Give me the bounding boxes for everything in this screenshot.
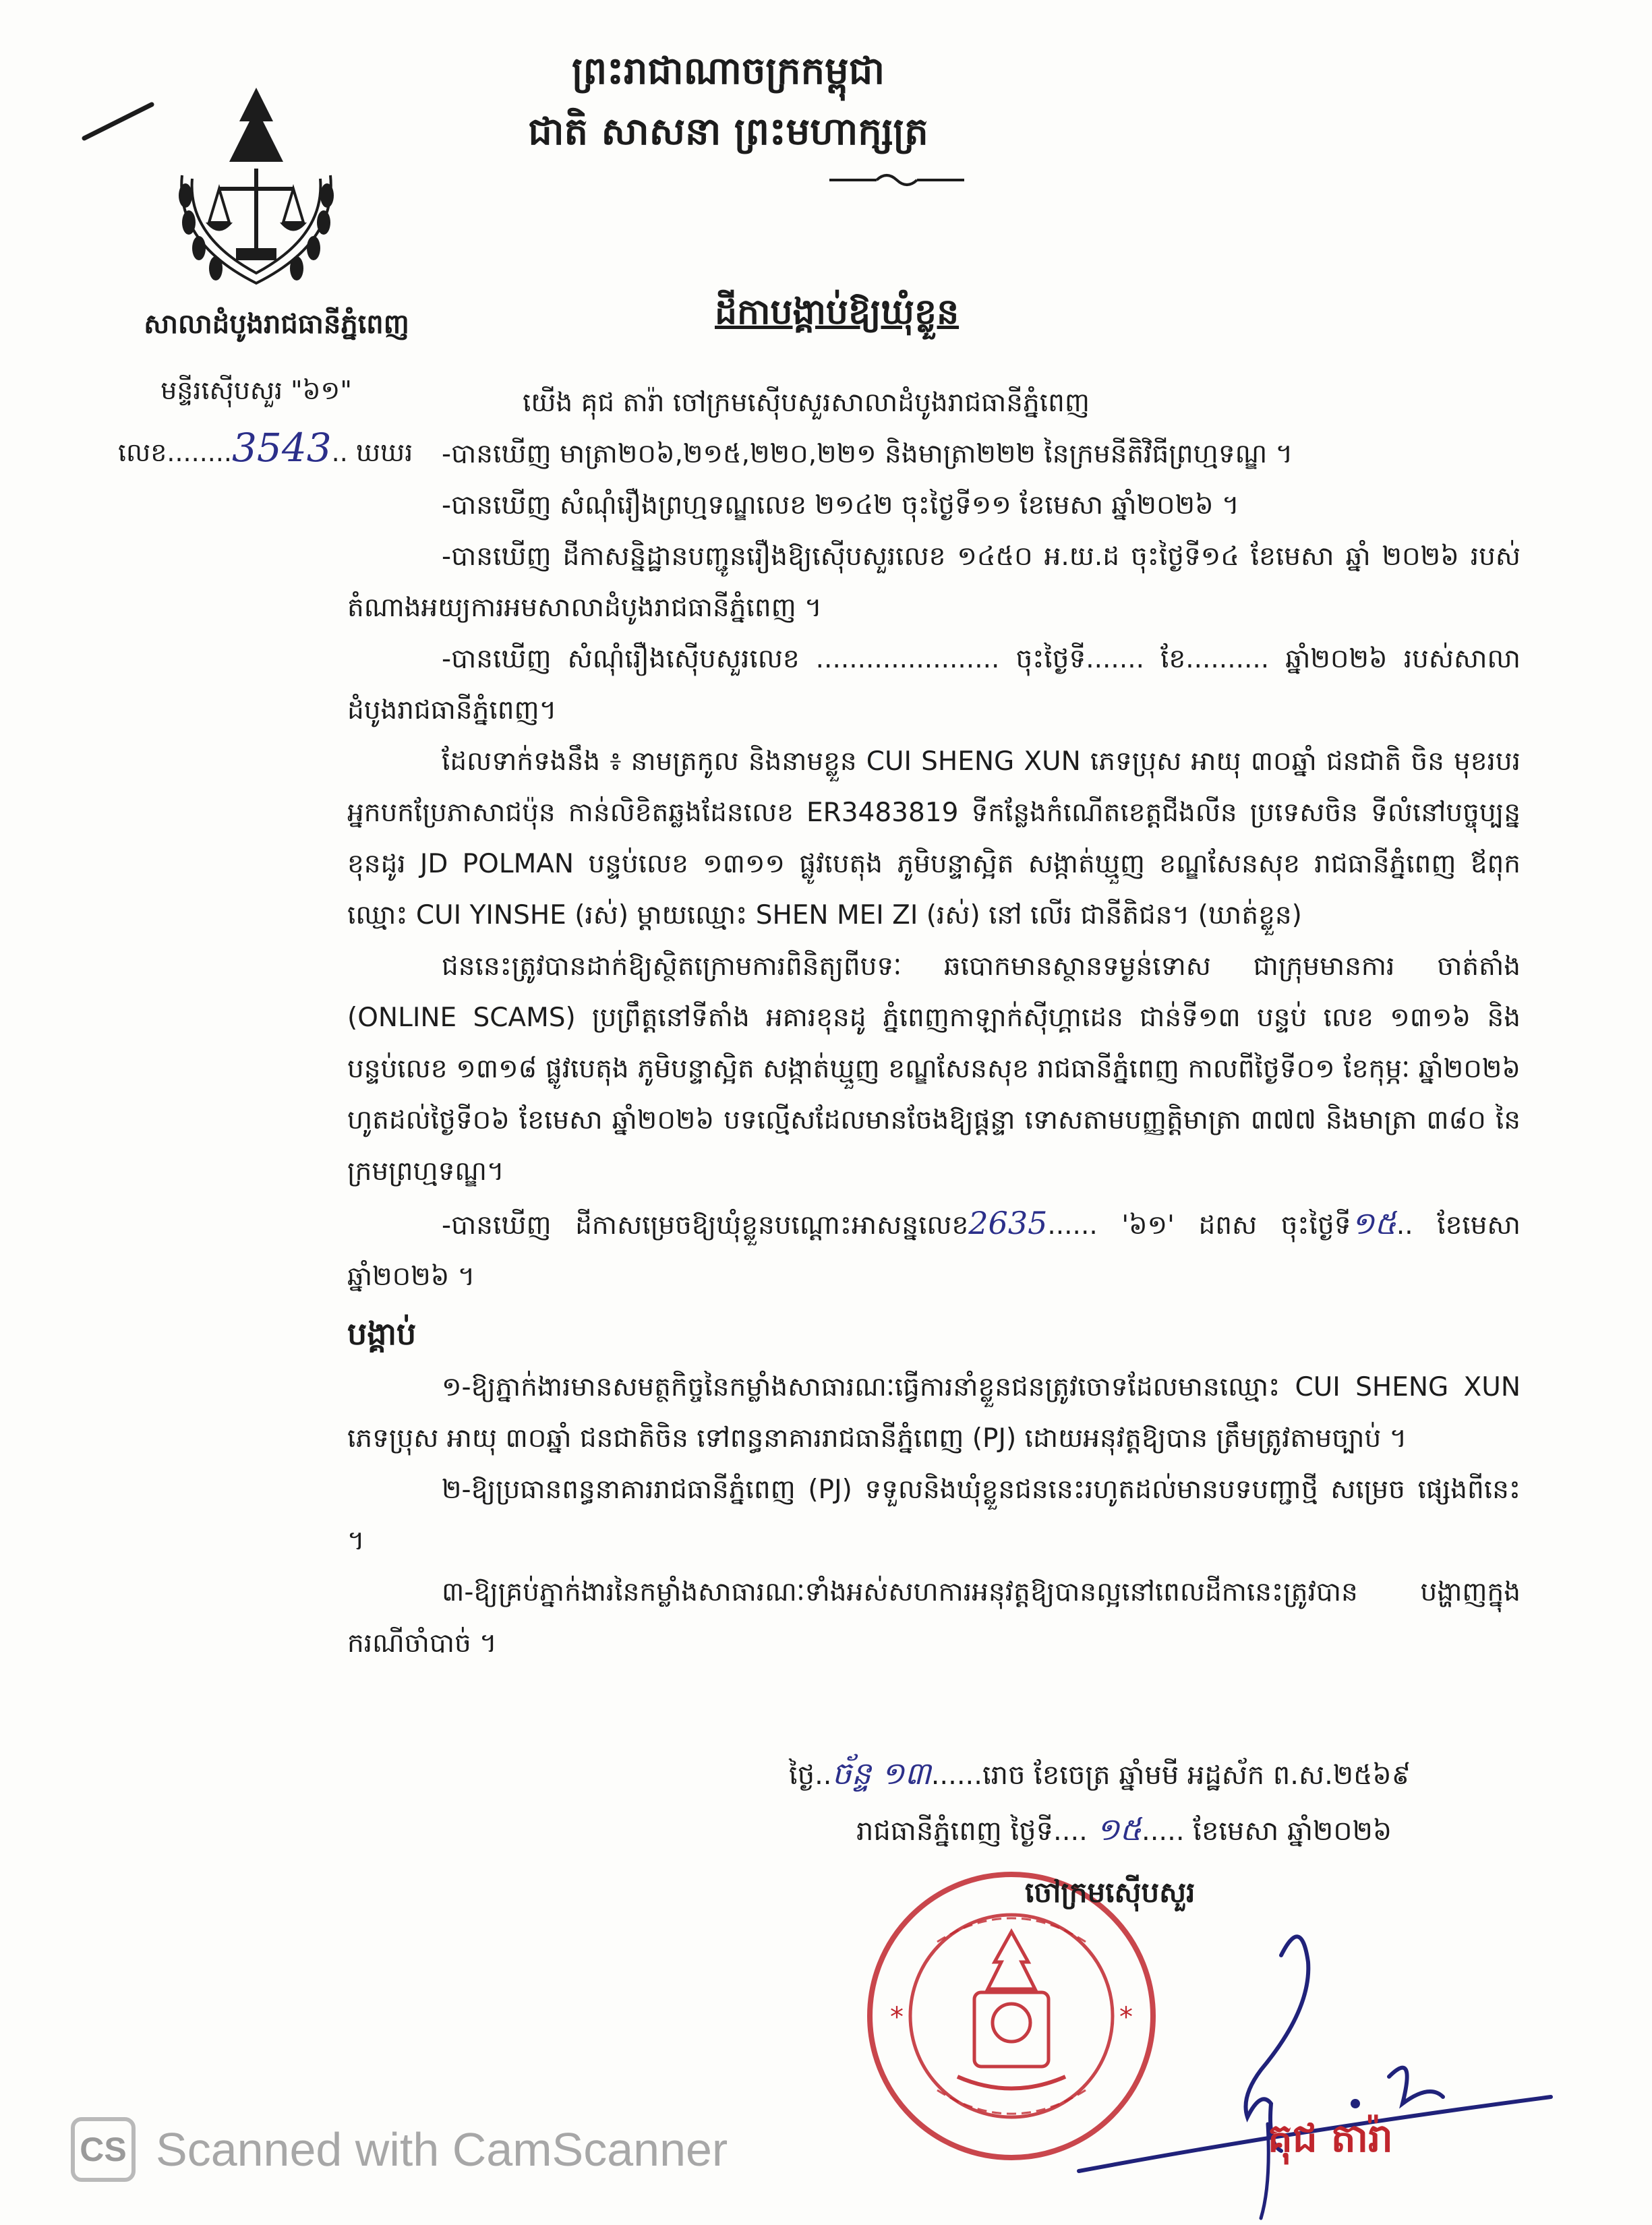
paragraph-accused: ដែលទាក់ទងនឹង ៖ នាមត្រកូល និងនាមខ្លួន CUI SHENG XUN ភេទប្រុស អាយុ ៣០ឆ្នាំ ជនជាតិ ចិន មុខរបរ អ្នកបកប្រែភាសាជប៉ុន កាន់លិខិតឆ្លងដែនលេខ ER3483819 ទីកន្លែងកំណើតខេត្តជីងលីន ប្រទេសចិន ទីលំនៅបច្ចុប្បន្ន ខុនដូរ JD POLMAN បន្ទប់លេខ ១៣១១ ផ្លូវបេតុង ភូមិបន្ទាស្អិត សង្កាត់ឃ្មួញ ខណ្ឌសែនសុខ រាជធានីភ្នំពេញ ឪពុកឈ្មោះ CUI YINSHE (រស់) ម្ដាយឈ្មោះ SHEN MEI ZI (រស់) នៅ លើរ ជានីតិជន។ (ឃាត់ខ្លួន) — [347, 746, 1521, 930]
signer-title: ចៅក្រមស៊ើបសួរ — [1025, 1876, 1196, 1909]
ref-number-handwritten: 3543 — [232, 425, 332, 471]
ref-label: លេខ — [118, 438, 167, 467]
solar-prefix: រាជធានីភ្នំពេញ ថ្ងៃទី — [856, 1816, 1054, 1847]
judge-signature — [1038, 1901, 1564, 2225]
paragraph-investigation-file: -បានឃើញ សំណុំរឿងស៊ើបសួរលេខ ...................... ចុះថ្ងៃទី....... ខែ.......... ឆ្នាំ២០២៦ របស់សាលាដំបូងរាជធានីភ្នំពេញ។ — [347, 644, 1521, 725]
decision-day-handwritten: ១៥ — [1351, 1205, 1396, 1241]
reference-number-line: លេខ........3543.. ឃឃរ — [118, 425, 413, 471]
paragraph-charges: ជននេះត្រូវបានដាក់ឱ្យស្ថិតក្រោមការពិនិត្យពីបទៈ ឆបោកមានស្ថានទម្ងន់ទោស ជាក្រុមមានការ ចាត់តាំង (ONLINE SCAMS) ប្រព្រឹត្តនៅទីតាំង អគារខុនដូ ភ្នំពេញកាឡាក់ស៊ីហ្គាដេន ជាន់ទី១៣ បន្ទប់ លេខ ១៣១៦ និងបន្ទប់លេខ ១៣១៨ ផ្លូវបេតុង ភូមិបន្ទាស្អិត សង្កាត់ឃ្មួញ ខណ្ឌសែនសុខ រាជធានីភ្នំពេញ កាលពីថ្ងៃទី០១ ខែកុម្ភៈ ឆ្នាំ២០២៦ ហូតដល់ថ្ងៃទី០៦ ខែមេសា ឆ្នាំ២០២៦ បទល្មើសដែលមានចែងឱ្យផ្ដន្ទា ទោសតាមបញ្ញត្តិមាត្រា ៣៧៧ និងមាត្រា ៣៨០ នៃក្រមព្រហ្មទណ្ឌ។ — [347, 951, 1521, 1187]
signer-name: គុជ តារ៉ា — [1268, 2115, 1393, 2161]
court-emblem-logo — [155, 81, 357, 303]
lunar-suffix: ......រោច ខែចេត្រ ឆ្នាំមមី អដ្ឋស័ក ព.ស.២៥៦៩ — [931, 1760, 1411, 1791]
decision-suffix: ខែមេសា ឆ្នាំ២០២៦ ។ — [347, 1210, 1521, 1292]
motto-ornament — [829, 170, 964, 190]
paragraph-detention-decision: -បានឃើញ ដីកាសម្រេចឱ្យឃុំខ្លួនបណ្ដោះអាសន្នលេខ2635...... '៦១' ដពស ចុះថ្ងៃទី១៥.. ខែមេសា ឆ្នាំ២០២៦ ។ — [347, 1205, 1521, 1292]
order-heading: បង្គាប់ — [347, 1315, 417, 1352]
court-department: មន្ទីរស៊ើបសួរ "៦១" — [160, 376, 352, 405]
order-item: ១-ឱ្យភ្នាក់ងារមានសមត្ថកិច្ចនៃកម្លាំងសាធារណៈធ្វើការនាំខ្លួនជនត្រូវចោទដែលមានឈ្មោះ CUI SHENG XUN ភេទប្រុស អាយុ ៣០ឆ្នាំ ជនជាតិចិន ទៅពន្ធនាគាររាជធានីភ្នំពេញ (PJ) ដោយអនុវត្តឱ្យបាន ត្រឹមត្រូវតាមច្បាប់ ។ — [347, 1372, 1521, 1454]
solar-day-handwritten: ១៥ — [1096, 1811, 1142, 1847]
order-item: ២-ឱ្យប្រធានពន្ធនាគាររាជធានីភ្នំពេញ (PJ) ទទួលនិងឃុំខ្លួនជននេះរហូតដល់មានបទបញ្ជាថ្មី សម្រេច ផ្សេងពីនេះ ។ — [347, 1475, 1521, 1556]
camscanner-watermark — [71, 2117, 728, 2182]
paragraph-case-file: -បានឃើញ សំណុំរឿងព្រហ្មទណ្ឌលេខ ២១៤២ ចុះថ្ងៃទី១១ ខែមេសា ឆ្នាំ២០២៦ ។ — [442, 490, 1239, 521]
court-name: សាលាដំបូងរាជធានីភ្នំពេញ — [144, 309, 409, 340]
camscanner-logo-icon: CS — [71, 2117, 136, 2182]
lunar-date: ថ្ងៃ..ច័ន្ទ ១៣......រោច ខែចេត្រ ឆ្នាំមមី អដ្ឋស័ក ព.ស.២៥៦៩ — [789, 1755, 1411, 1791]
camscanner-text: Scanned with CamScanner — [156, 2123, 728, 2176]
ref-suffix: ឃឃរ — [355, 438, 413, 467]
decision-number-handwritten: 2635 — [968, 1205, 1048, 1241]
pen-mark — [81, 101, 155, 142]
order-item: ៣-ឱ្យគ្រប់ភ្នាក់ងារនៃកម្លាំងសាធារណៈទាំងអស់សហការអនុវត្តឱ្យបានល្អនៅពេលដីកានេះត្រូវបាន បង្ហាញក្នុងករណីចាំបាច់ ។ — [347, 1577, 1521, 1659]
paragraph-article: -បានឃើញ មាត្រា២០៦,២១៥,២២០,២២១ និងមាត្រា២២២ នៃក្រមនីតិវិធីព្រហ្មទណ្ឌ ។ — [442, 439, 1293, 469]
lunar-day-handwritten: ច័ន្ទ ១៣ — [831, 1755, 931, 1791]
decision-prefix: -បានឃើញ ដីកាសម្រេចឱ្យឃុំខ្លួនបណ្ដោះអាសន្នលេខ — [442, 1210, 969, 1241]
svg-text:*: * — [1119, 2002, 1133, 2033]
document-title: ដីកាបង្គាប់ឱ្យឃុំខ្លួន — [715, 292, 960, 332]
solar-suffix: ..... ខែមេសា ឆ្នាំ២០២៦ — [1141, 1816, 1392, 1847]
solar-date: រាជធានីភ្នំពេញ ថ្ងៃទី.... ១៥..... ខែមេសា ឆ្នាំ២០២៦ — [856, 1811, 1392, 1847]
document-body — [347, 378, 1521, 1669]
svg-text:*: * — [890, 2002, 904, 2033]
decision-mid: '៦១' ដពស ចុះថ្ងៃទី — [1121, 1210, 1351, 1241]
paragraph-prosecutor: -បានឃើញ ដីកាសន្និដ្ឋានបញ្ជូនរឿងឱ្យស៊ើបសួរលេខ ១៤៥០ អ.យ.ដ ចុះថ្ងៃទី១៤ ខែមេសា ឆ្នាំ ២០២៦ របស់តំណាងអយ្យការអមសាលាដំបូងរាជធានីភ្នំពេញ ។ — [347, 541, 1521, 623]
kingdom-heading: ព្រះរាជាណាចក្រកម្ពុជា — [571, 49, 885, 93]
lunar-prefix: ថ្ងៃ — [789, 1760, 815, 1791]
judge-intro: យើង គុជ តារ៉ា ចៅក្រមស៊ើបសួរសាលាដំបូងរាជធានីភ្នំពេញ — [523, 388, 1090, 418]
date-block — [789, 1746, 1411, 1858]
national-motto: ជាតិ សាសនា ព្រះមហាក្សត្រ — [528, 110, 928, 154]
